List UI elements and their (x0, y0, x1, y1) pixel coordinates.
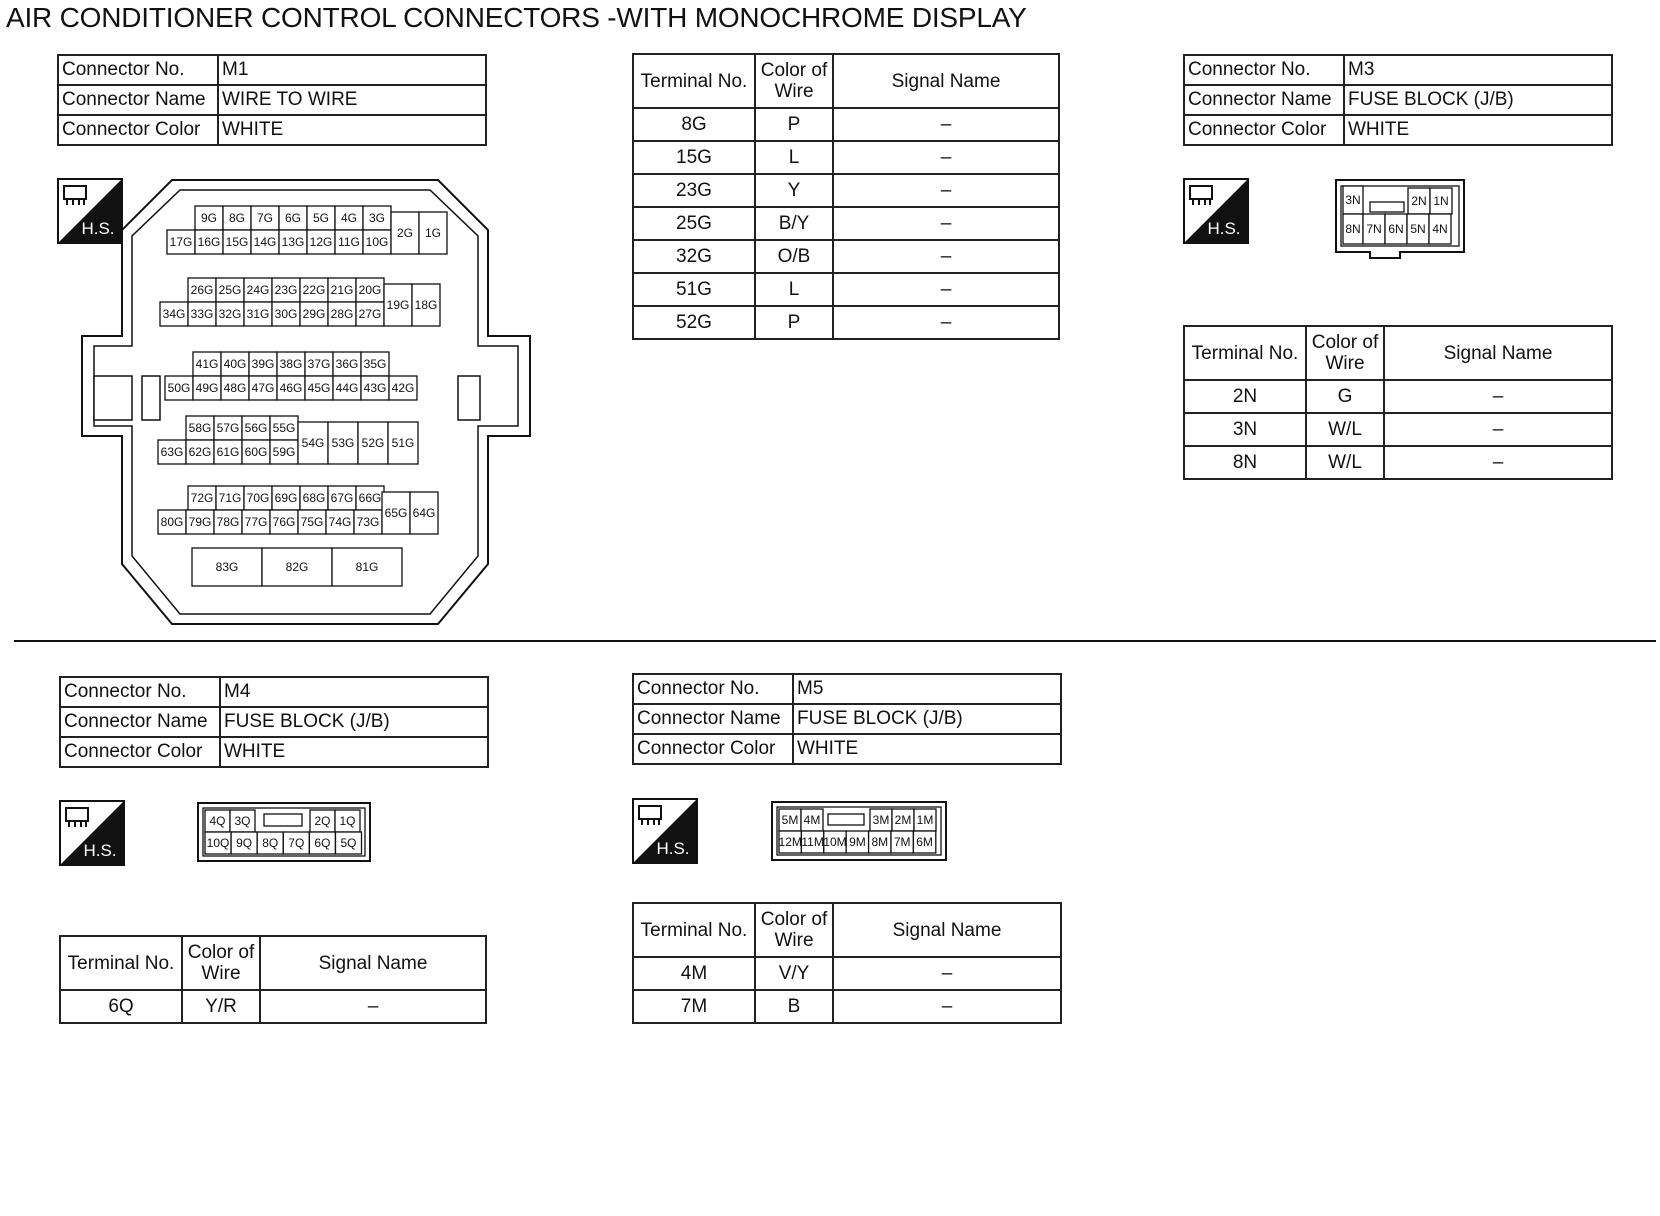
terminal-row (60, 990, 486, 1023)
pin-label: 15G (225, 235, 249, 249)
wire-color: Y/R (182, 990, 260, 1023)
wire-color: L (755, 141, 833, 174)
pin-label: 35G (363, 357, 387, 371)
wire-color: B (755, 990, 833, 1023)
pin-label: 69G (274, 491, 298, 505)
hs-icon (632, 798, 698, 864)
pin-label: 19G (386, 298, 410, 312)
pin-label: 41G (195, 357, 219, 371)
m5-connector-no: M5 (793, 674, 1061, 704)
pin-label: 63G (160, 445, 184, 459)
terminal-row (1184, 446, 1612, 479)
pin-label: 27G (358, 307, 382, 321)
terminal-no-header: Terminal No. (1184, 326, 1306, 380)
label-connector-no: Connector No. (58, 55, 218, 85)
terminal-no: 52G (633, 306, 755, 339)
pin-label: 24G (246, 283, 270, 297)
pin-label: 1G (424, 226, 442, 240)
pin-label: 4M (803, 813, 821, 827)
m1-connector-no: M1 (218, 55, 486, 85)
pin-label: 52G (361, 436, 385, 450)
pin-label: 3Q (234, 814, 251, 828)
label-connector-color: Connector Color (1184, 115, 1344, 145)
label-connector-color: Connector Color (633, 734, 793, 764)
signal-name-header: Signal Name (260, 936, 486, 990)
pin-label: 32G (218, 307, 242, 321)
pin-label: 79G (188, 515, 212, 529)
pin-label: 3N (1345, 193, 1361, 207)
pin-label: 38G (279, 357, 303, 371)
label-connector-name: Connector Name (1184, 85, 1344, 115)
pin-label: 10M (823, 835, 847, 849)
pin-label: 3M (872, 813, 890, 827)
pin-label: 53G (331, 436, 355, 450)
pin-label: 67G (330, 491, 354, 505)
pin-label: 76G (272, 515, 296, 529)
pin-label: 2N (1411, 194, 1427, 208)
terminal-no: 23G (633, 174, 755, 207)
signal-name-header: Signal Name (833, 903, 1061, 957)
pin-label: 11M (801, 835, 824, 849)
signal-name: – (833, 990, 1061, 1023)
pin-label: 4Q (209, 814, 226, 828)
pin-label: 31G (246, 307, 270, 321)
label-connector-no: Connector No. (633, 674, 793, 704)
pin-label: 33G (190, 307, 214, 321)
pin-label: 18G (414, 298, 438, 312)
pin-label: 2Q (314, 814, 331, 828)
label-connector-color: Connector Color (60, 737, 220, 767)
pin-label: 68G (302, 491, 326, 505)
signal-name: – (1384, 446, 1612, 479)
connector-m1-info (57, 54, 487, 146)
pin-label: 54G (301, 436, 325, 450)
pin-label: 46G (279, 381, 303, 395)
pin-label: 60G (244, 445, 268, 459)
label-connector-name: Connector Name (60, 707, 220, 737)
pin-label: 42G (391, 381, 415, 395)
pin-label: 1N (1433, 194, 1449, 208)
pin-label: 77G (244, 515, 268, 529)
terminal-no: 2N (1184, 380, 1306, 413)
label-connector-name: Connector Name (633, 704, 793, 734)
pin-label: 57G (216, 421, 240, 435)
pin-label: 37G (307, 357, 331, 371)
label-connector-no: Connector No. (1184, 55, 1344, 85)
signal-name-header: Signal Name (1384, 326, 1612, 380)
wire-color: P (755, 108, 833, 141)
wire-color: B/Y (755, 207, 833, 240)
pin-label: 39G (251, 357, 275, 371)
pin-label: 20G (358, 283, 382, 297)
pin-label: 74G (328, 515, 352, 529)
hs-icon (59, 800, 125, 866)
pin-label: 9Q (236, 836, 253, 850)
pin-label: 34G (162, 307, 186, 321)
m1-connector-name: WIRE TO WIRE (218, 85, 486, 115)
wire-color: V/Y (755, 957, 833, 990)
pin-label: 25G (218, 283, 242, 297)
pin-label: 61G (216, 445, 240, 459)
terminal-no: 51G (633, 273, 755, 306)
m3-connector-name: FUSE BLOCK (J/B) (1344, 85, 1612, 115)
signal-name: – (833, 207, 1059, 240)
pin-label: 2G (396, 226, 414, 240)
pin-label: 64G (412, 506, 436, 520)
m3-connector-face (1334, 178, 1466, 260)
signal-name: – (1384, 413, 1612, 446)
m4-connector-color: WHITE (220, 737, 488, 767)
pin-label: 5Q (340, 836, 357, 850)
pin-label: 9G (200, 211, 218, 225)
pin-label: 66G (358, 491, 382, 505)
terminal-row (1184, 380, 1612, 413)
pin-label: 47G (251, 381, 275, 395)
m4-connector-name: FUSE BLOCK (J/B) (220, 707, 488, 737)
pin-label: 1Q (339, 814, 356, 828)
m3-connector-color: WHITE (1344, 115, 1612, 145)
m5-connector-name: FUSE BLOCK (J/B) (793, 704, 1061, 734)
signal-name: – (1384, 380, 1612, 413)
terminal-row (633, 141, 1059, 174)
pin-label: 58G (188, 421, 212, 435)
page-title: AIR CONDITIONER CONTROL CONNECTORS -WITH MONOCHROME DISPLAY (6, 2, 1027, 33)
signal-name: – (260, 990, 486, 1023)
color-of-wire-header: Color of Wire (182, 936, 260, 990)
pin-label: 72G (190, 491, 214, 505)
terminal-no: 3N (1184, 413, 1306, 446)
pin-label: 6Q (314, 836, 331, 850)
m4-terminal-table (59, 935, 487, 1024)
wire-color: G (1306, 380, 1384, 413)
pin-label: 65G (384, 506, 408, 520)
pin-label: 28G (330, 307, 354, 321)
pin-label: 17G (169, 235, 193, 249)
pin-label: 44G (335, 381, 359, 395)
pin-label: 2M (894, 813, 912, 827)
signal-name: – (833, 108, 1059, 141)
signal-name: – (833, 306, 1059, 339)
m1-terminal-table (632, 53, 1060, 340)
label-connector-name: Connector Name (58, 85, 218, 115)
m4-connector-face (196, 801, 372, 863)
m5-terminal-table (632, 902, 1062, 1024)
pin-label: 7M (893, 835, 911, 849)
pin-label: 10G (365, 235, 389, 249)
label-connector-color: Connector Color (58, 115, 218, 145)
pin-label: 7G (256, 211, 274, 225)
pin-label: 5N (1410, 222, 1426, 236)
terminal-row (1184, 413, 1612, 446)
pin-label: 12M (778, 835, 802, 849)
wire-color: W/L (1306, 446, 1384, 479)
pin-label: 6M (916, 835, 933, 849)
signal-name: – (833, 240, 1059, 273)
terminal-no: 8N (1184, 446, 1306, 479)
m3-connector-no: M3 (1344, 55, 1612, 85)
pin-label: 6G (284, 211, 302, 225)
signal-name: – (833, 174, 1059, 207)
pin-label: 26G (190, 283, 214, 297)
terminal-no: 4M (633, 957, 755, 990)
pin-label: 13G (281, 235, 305, 249)
terminal-row (633, 174, 1059, 207)
pin-label: 8Q (262, 836, 279, 850)
terminal-no-header: Terminal No. (633, 903, 755, 957)
connector-m4-info (59, 676, 489, 768)
pin-label: 3G (368, 211, 386, 225)
pin-label: 16G (197, 235, 221, 249)
pin-label: 9M (849, 835, 866, 849)
terminal-row (633, 306, 1059, 339)
pin-label: 73G (356, 515, 380, 529)
hs-label: H.S. (1207, 219, 1241, 238)
pin-label: 5G (312, 211, 330, 225)
terminal-no-header: Terminal No. (60, 936, 182, 990)
pin-label: 4G (340, 211, 358, 225)
pin-label: 48G (223, 381, 247, 395)
pin-label: 5M (781, 813, 799, 827)
pin-label: 4N (1432, 222, 1448, 236)
m5-connector-color: WHITE (793, 734, 1061, 764)
terminal-no: 32G (633, 240, 755, 273)
pin-label: 55G (272, 421, 296, 435)
pin-label: 30G (274, 307, 298, 321)
terminal-no-header: Terminal No. (633, 54, 755, 108)
hs-label: H.S. (81, 219, 115, 238)
color-of-wire-header: Color of Wire (755, 54, 833, 108)
pin-label: 50G (167, 381, 191, 395)
pin-label: 8N (1345, 222, 1361, 236)
terminal-no: 15G (633, 141, 755, 174)
m1-connector-color: WHITE (218, 115, 486, 145)
pin-label: 7Q (288, 836, 305, 850)
signal-name-header: Signal Name (833, 54, 1059, 108)
pin-label: 29G (302, 307, 326, 321)
m1-connector-face (80, 174, 540, 632)
terminal-row (633, 273, 1059, 306)
label-connector-no: Connector No. (60, 677, 220, 707)
terminal-no: 8G (633, 108, 755, 141)
pin-label: 1M (916, 813, 934, 827)
terminal-no: 7M (633, 990, 755, 1023)
hs-icon (1183, 178, 1249, 244)
pin-label: 22G (302, 283, 326, 297)
color-of-wire-header: Color of Wire (1306, 326, 1384, 380)
wire-color: P (755, 306, 833, 339)
pin-label: 80G (160, 515, 184, 529)
pin-label: 78G (216, 515, 240, 529)
m3-terminal-table (1183, 325, 1613, 480)
signal-name: – (833, 957, 1061, 990)
pin-label: 6N (1388, 222, 1404, 236)
signal-name: – (833, 141, 1059, 174)
pin-label: 23G (274, 283, 298, 297)
pin-label: 59G (272, 445, 296, 459)
wire-color: W/L (1306, 413, 1384, 446)
pin-label: 8M (871, 835, 889, 849)
pin-label: 14G (253, 235, 277, 249)
terminal-row (633, 108, 1059, 141)
m5-connector-face (770, 800, 948, 862)
terminal-no: 6Q (60, 990, 182, 1023)
pin-label: 21G (330, 283, 354, 297)
terminal-no: 25G (633, 207, 755, 240)
hs-label: H.S. (83, 841, 117, 860)
wire-color: Y (755, 174, 833, 207)
pin-label: 51G (391, 436, 415, 450)
pin-label: 82G (285, 560, 309, 574)
pin-label: 45G (307, 381, 331, 395)
pin-label: 8G (228, 211, 246, 225)
connector-m3-info (1183, 54, 1613, 146)
pin-label: 36G (335, 357, 359, 371)
pin-label: 62G (188, 445, 212, 459)
pin-label: 7N (1366, 222, 1382, 236)
pin-label: 56G (244, 421, 268, 435)
connector-m5-info (632, 673, 1062, 765)
pin-label: 11G (338, 235, 360, 249)
terminal-row (633, 957, 1061, 990)
pin-label: 43G (363, 381, 387, 395)
terminal-row (633, 990, 1061, 1023)
pin-label: 81G (355, 560, 379, 574)
terminal-row (633, 207, 1059, 240)
pin-label: 75G (300, 515, 324, 529)
section-divider (14, 640, 1656, 642)
pin-label: 83G (215, 560, 239, 574)
wire-color: O/B (755, 240, 833, 273)
pin-label: 40G (223, 357, 247, 371)
pin-label: 70G (246, 491, 270, 505)
color-of-wire-header: Color of Wire (755, 903, 833, 957)
hs-label: H.S. (656, 839, 690, 858)
pin-label: 71G (218, 491, 242, 505)
signal-name: – (833, 273, 1059, 306)
pin-label: 12G (309, 235, 333, 249)
pin-label: 10Q (206, 836, 230, 850)
terminal-row (633, 240, 1059, 273)
m4-connector-no: M4 (220, 677, 488, 707)
wire-color: L (755, 273, 833, 306)
pin-label: 49G (195, 381, 219, 395)
